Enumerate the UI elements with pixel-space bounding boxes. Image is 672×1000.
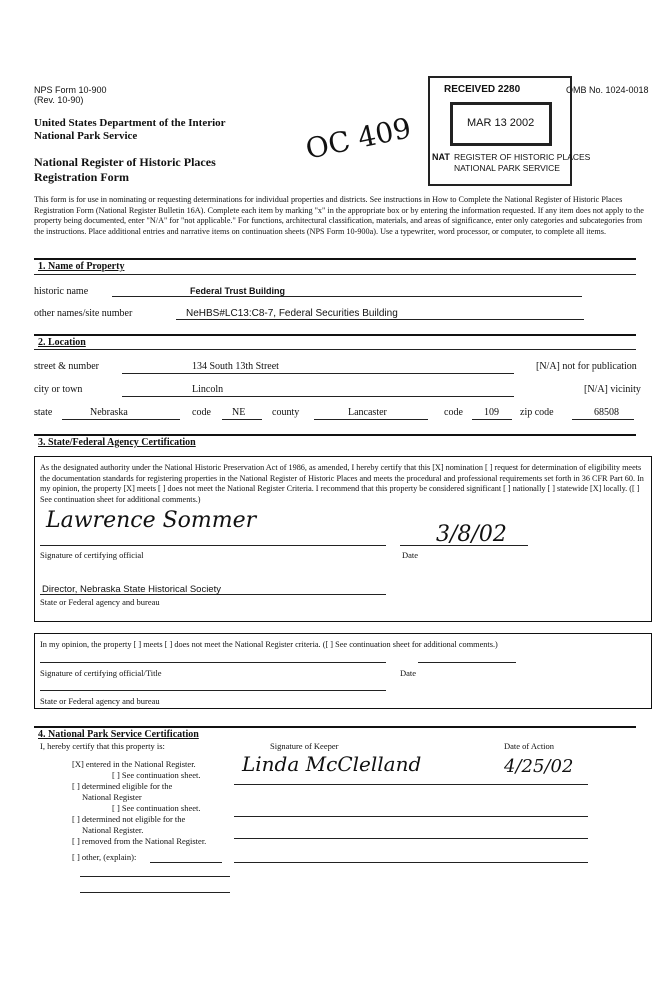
keeper-line-3: [234, 838, 588, 839]
other-explain-line-3: [80, 892, 230, 893]
city-line: [122, 396, 514, 397]
certifying-signature: Lawrence Sommer: [46, 508, 257, 533]
section3-heading: 3. State/Federal Agency Certification: [38, 437, 196, 448]
date-of-action-label: Date of Action: [504, 741, 555, 751]
option-continuation-2[interactable]: [ ] See continuation sheet.: [112, 803, 201, 813]
option-entered[interactable]: [X] entered in the National Register.: [72, 759, 196, 769]
agency2-line: [40, 690, 386, 691]
option-not-eligible[interactable]: [ ] determined not eligible for the: [72, 814, 186, 824]
option-continuation-1[interactable]: [ ] See continuation sheet.: [112, 770, 201, 780]
keeper-line-2: [234, 816, 588, 817]
county-line: [314, 419, 428, 420]
signature2-label: Signature of certifying official/Title: [40, 668, 162, 678]
keeper-signature-label: Signature of Keeper: [270, 741, 339, 751]
section4-top-rule: [34, 726, 636, 728]
zip-label: zip code: [520, 407, 554, 418]
agency-line: [40, 594, 386, 595]
form-title-line1: National Register of Historic Places: [34, 155, 216, 169]
state-line: [62, 419, 180, 420]
agency-label: State or Federal agency and bureau: [40, 597, 160, 607]
historic-name-value[interactable]: Federal Trust Building: [190, 286, 286, 296]
not-for-publication[interactable]: [N/A] not for publication: [536, 361, 637, 372]
stamp-date: MAR 13 2002: [467, 117, 535, 129]
date2-label: Date: [400, 668, 417, 678]
signature2-line: [40, 662, 386, 663]
certifying-date-line: [400, 545, 528, 546]
keeper-line-1: [234, 784, 588, 785]
section3-top-rule: [34, 434, 636, 436]
keeper-line-4: [234, 862, 588, 863]
other-names-value[interactable]: NeHBS#LC13:C8-7, Federal Securities Building: [186, 308, 398, 319]
omb-number: OMB No. 1024-0018: [566, 85, 649, 95]
city-label: city or town: [34, 384, 83, 395]
stamp-nps: NATIONAL PARK SERVICE: [454, 163, 560, 173]
certifying-title[interactable]: Director, Nebraska State Historical Society: [42, 584, 221, 595]
section2-rule: [34, 349, 636, 350]
zip-value[interactable]: 68508: [594, 407, 619, 418]
stamp-received: RECEIVED 2280: [444, 84, 521, 95]
other-names-label: other names/site number: [34, 308, 133, 319]
county-value[interactable]: Lancaster: [348, 407, 387, 418]
state-label: state: [34, 407, 53, 418]
nps-intro: I, hereby certify that this property is:: [40, 741, 165, 751]
historic-name-label: historic name: [34, 286, 89, 297]
keeper-signature: Linda McClelland: [242, 752, 422, 776]
date2-line: [418, 662, 516, 663]
section4-heading: 4. National Park Service Certification: [38, 729, 199, 740]
state-code-value[interactable]: NE: [232, 407, 246, 418]
option-other[interactable]: [ ] other, (explain):: [72, 852, 137, 862]
received-stamp: [428, 76, 591, 186]
agency-line1: United States Department of the Interior: [34, 117, 226, 129]
state-code-line: [222, 419, 262, 420]
other-explain-line-2: [80, 876, 230, 877]
street-value[interactable]: 134 South 13th Street: [192, 361, 279, 372]
instructions-paragraph: This form is for use in nominating or requesting determinations for individual properties and districts. See instructions in How to Complete the National Register of Historic Places Registration Form (National Register Bulletin 16A). Complete each item by marking "x" in the appropriate box or by entering the information requested. If any item does not apply to the property being documented, enter "N/A" for "not applicable." For functions, architectural classification, materials, and areas of significance, enter only categories and subcategories from the instructions. Place additional entries and narrative items on continuation sheets (NPS Form 10-900a). Use a typewriter, word processor, or computer, to complete all items.: [34, 195, 644, 236]
form-title-line2: Registration Form: [34, 170, 129, 184]
stamp-date-box: [450, 102, 552, 146]
county-label: county: [272, 407, 300, 418]
other-explain-line: [150, 862, 222, 863]
stamp-prefix: NAT: [432, 152, 450, 162]
section1-top-rule: [34, 258, 636, 260]
option-eligible-register: National Register: [82, 792, 142, 802]
certifying-date: 3/8/02: [436, 522, 507, 547]
section1-heading: 1. Name of Property: [38, 261, 125, 272]
option-not-eligible-register: National Register.: [82, 825, 144, 835]
agency-line2: National Park Service: [34, 130, 138, 142]
option-eligible[interactable]: [ ] determined eligible for the: [72, 781, 173, 791]
state-code-label: code: [192, 407, 211, 418]
historic-name-line: [112, 296, 582, 297]
handwritten-note: OC 409: [302, 111, 414, 166]
section2-top-rule: [34, 334, 636, 336]
certification-text: As the designated authority under the National Historic Preservation Act of 1986, as amended, I hereby certify that this [X] nomination [ ] request for determination of eligibility meets the documentation standards for registering properties in the National Register of Historic Places and meets the procedural and professional requirements set forth in 36 CFR Part 60. In my opinion, the property [X] meets [ ] does not meet the National Register Criteria. I recommend that this property be considered significant [ ] nationally [ ] statewide [X] locally. ([ ] See continuation sheet for additional comments.): [40, 463, 644, 504]
certifying-signature-label: Signature of certifying official: [40, 550, 144, 560]
form-number: NPS Form 10-900: [34, 85, 107, 95]
section1-rule: [34, 274, 636, 275]
street-label: street & number: [34, 361, 99, 372]
county-code-label: code: [444, 407, 463, 418]
option-removed[interactable]: [ ] removed from the National Register.: [72, 836, 207, 846]
city-value[interactable]: Lincoln: [192, 384, 224, 395]
section2-heading: 2. Location: [38, 337, 86, 348]
certifying-date-label: Date: [402, 550, 419, 560]
action-date: 4/25/02: [504, 756, 574, 777]
opinion-text: In my opinion, the property [ ] meets [ ] does not meet the National Register criteria. ([ ] See continuation sheet for additional comments.): [40, 640, 498, 649]
stamp-register: REGISTER OF HISTORIC PLACES: [454, 152, 591, 162]
vicinity[interactable]: [N/A] vicinity: [584, 384, 641, 395]
other-names-line: [176, 319, 584, 320]
zip-line: [572, 419, 634, 420]
agency2-label: State or Federal agency and bureau: [40, 696, 160, 706]
form-revision: (Rev. 10-90): [34, 95, 84, 105]
county-code-value[interactable]: 109: [484, 407, 499, 418]
certifying-signature-line: [40, 545, 386, 546]
street-line: [122, 373, 514, 374]
state-value[interactable]: Nebraska: [90, 407, 128, 418]
county-code-line: [472, 419, 512, 420]
